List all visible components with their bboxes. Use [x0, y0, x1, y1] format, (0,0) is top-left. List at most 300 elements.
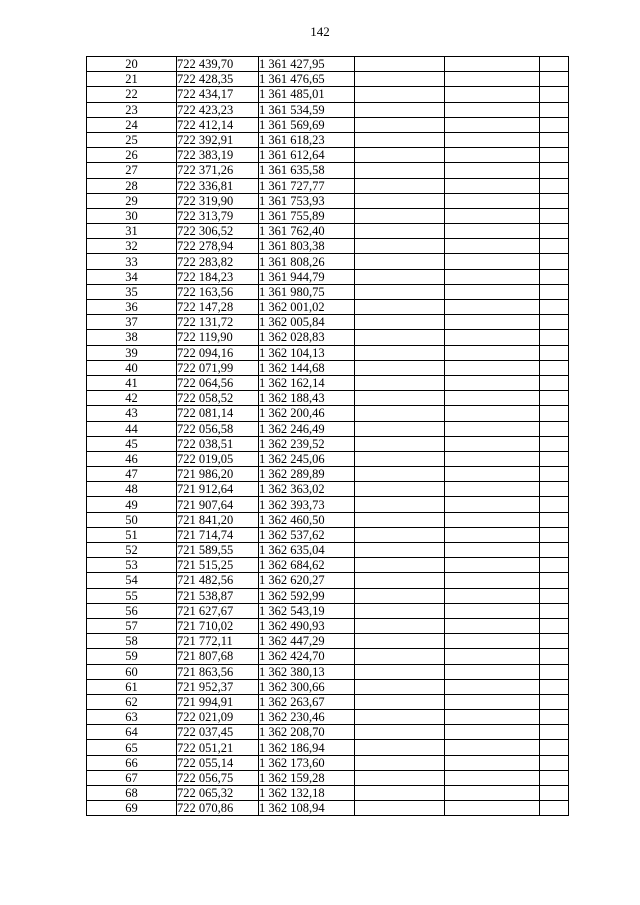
table-row — [87, 588, 569, 603]
x-coordinate-cell: 721 515,25 — [177, 558, 259, 573]
y-coordinate-cell: 1 362 635,04 — [259, 543, 355, 558]
point-number-cell: 66 — [87, 755, 177, 770]
table-row — [87, 603, 569, 618]
table-row — [87, 801, 569, 816]
point-number-cell: 23 — [87, 102, 177, 117]
empty-cell — [355, 163, 445, 178]
y-coordinate-cell: 1 361 808,26 — [259, 254, 355, 269]
point-number-cell: 24 — [87, 117, 177, 132]
y-coordinate-cell: 1 362 289,89 — [259, 467, 355, 482]
empty-cell — [540, 634, 569, 649]
empty-cell — [445, 786, 540, 801]
empty-cell — [540, 725, 569, 740]
y-coordinate-cell: 1 361 944,79 — [259, 269, 355, 284]
y-coordinate-cell: 1 362 162,14 — [259, 375, 355, 390]
point-number-cell: 22 — [87, 87, 177, 102]
x-coordinate-cell: 721 986,20 — [177, 467, 259, 482]
empty-cell — [445, 375, 540, 390]
empty-cell — [445, 649, 540, 664]
y-coordinate-cell: 1 361 803,38 — [259, 239, 355, 254]
x-coordinate-cell: 722 319,90 — [177, 193, 259, 208]
empty-cell — [355, 406, 445, 421]
empty-cell — [540, 786, 569, 801]
empty-cell — [355, 512, 445, 527]
y-coordinate-cell: 1 361 427,95 — [259, 57, 355, 72]
point-number-cell: 68 — [87, 786, 177, 801]
x-coordinate-cell: 721 482,56 — [177, 573, 259, 588]
empty-cell — [445, 163, 540, 178]
empty-cell — [445, 740, 540, 755]
empty-cell — [445, 634, 540, 649]
empty-cell — [540, 512, 569, 527]
point-number-cell: 57 — [87, 618, 177, 633]
x-coordinate-cell: 722 037,45 — [177, 725, 259, 740]
coordinates-table — [86, 56, 569, 816]
x-coordinate-cell: 722 081,14 — [177, 406, 259, 421]
point-number-cell: 35 — [87, 284, 177, 299]
empty-cell — [445, 467, 540, 482]
y-coordinate-cell: 1 361 727,77 — [259, 178, 355, 193]
table-row — [87, 664, 569, 679]
empty-cell — [445, 527, 540, 542]
empty-cell — [445, 801, 540, 816]
y-coordinate-cell: 1 362 363,02 — [259, 482, 355, 497]
table-row — [87, 634, 569, 649]
empty-cell — [540, 239, 569, 254]
table-row — [87, 527, 569, 542]
point-number-cell: 42 — [87, 391, 177, 406]
x-coordinate-cell: 722 412,14 — [177, 117, 259, 132]
table-row — [87, 208, 569, 223]
table-row — [87, 269, 569, 284]
x-coordinate-cell: 722 423,23 — [177, 102, 259, 117]
x-coordinate-cell: 722 184,23 — [177, 269, 259, 284]
empty-cell — [540, 436, 569, 451]
table-row — [87, 770, 569, 785]
empty-cell — [540, 315, 569, 330]
point-number-cell: 34 — [87, 269, 177, 284]
empty-cell — [540, 603, 569, 618]
table-row — [87, 755, 569, 770]
table-row — [87, 786, 569, 801]
point-number-cell: 50 — [87, 512, 177, 527]
table-row — [87, 315, 569, 330]
empty-cell — [540, 421, 569, 436]
empty-cell — [540, 87, 569, 102]
x-coordinate-cell: 721 807,68 — [177, 649, 259, 664]
empty-cell — [540, 254, 569, 269]
empty-cell — [445, 664, 540, 679]
empty-cell — [540, 740, 569, 755]
table-row — [87, 87, 569, 102]
empty-cell — [445, 618, 540, 633]
empty-cell — [355, 755, 445, 770]
empty-cell — [355, 740, 445, 755]
empty-cell — [540, 801, 569, 816]
empty-cell — [355, 679, 445, 694]
x-coordinate-cell: 722 070,86 — [177, 801, 259, 816]
table-row — [87, 300, 569, 315]
empty-cell — [355, 284, 445, 299]
x-coordinate-cell: 721 589,55 — [177, 543, 259, 558]
y-coordinate-cell: 1 361 762,40 — [259, 224, 355, 239]
y-coordinate-cell: 1 362 108,94 — [259, 801, 355, 816]
point-number-cell: 69 — [87, 801, 177, 816]
empty-cell — [445, 360, 540, 375]
empty-cell — [445, 406, 540, 421]
empty-cell — [355, 573, 445, 588]
table-row — [87, 558, 569, 573]
empty-cell — [445, 345, 540, 360]
table-row — [87, 193, 569, 208]
empty-cell — [540, 300, 569, 315]
empty-cell — [445, 132, 540, 147]
table-row — [87, 72, 569, 87]
point-number-cell: 36 — [87, 300, 177, 315]
empty-cell — [445, 512, 540, 527]
x-coordinate-cell: 722 071,99 — [177, 360, 259, 375]
point-number-cell: 44 — [87, 421, 177, 436]
empty-cell — [540, 57, 569, 72]
x-coordinate-cell: 722 051,21 — [177, 740, 259, 755]
empty-cell — [445, 330, 540, 345]
empty-cell — [355, 315, 445, 330]
y-coordinate-cell: 1 362 001,02 — [259, 300, 355, 315]
table-row — [87, 679, 569, 694]
y-coordinate-cell: 1 362 132,18 — [259, 786, 355, 801]
point-number-cell: 27 — [87, 163, 177, 178]
x-coordinate-cell: 721 952,37 — [177, 679, 259, 694]
empty-cell — [355, 467, 445, 482]
empty-cell — [540, 178, 569, 193]
point-number-cell: 40 — [87, 360, 177, 375]
table-row — [87, 694, 569, 709]
empty-cell — [445, 284, 540, 299]
y-coordinate-cell: 1 362 104,13 — [259, 345, 355, 360]
empty-cell — [355, 269, 445, 284]
point-number-cell: 67 — [87, 770, 177, 785]
y-coordinate-cell: 1 361 980,75 — [259, 284, 355, 299]
empty-cell — [540, 163, 569, 178]
point-number-cell: 65 — [87, 740, 177, 755]
y-coordinate-cell: 1 362 424,70 — [259, 649, 355, 664]
empty-cell — [355, 664, 445, 679]
point-number-cell: 53 — [87, 558, 177, 573]
empty-cell — [355, 224, 445, 239]
point-number-cell: 21 — [87, 72, 177, 87]
table-row — [87, 239, 569, 254]
x-coordinate-cell: 722 283,82 — [177, 254, 259, 269]
empty-cell — [355, 588, 445, 603]
x-coordinate-cell: 722 383,19 — [177, 148, 259, 163]
point-number-cell: 39 — [87, 345, 177, 360]
empty-cell — [355, 603, 445, 618]
y-coordinate-cell: 1 362 592,99 — [259, 588, 355, 603]
point-number-cell: 55 — [87, 588, 177, 603]
empty-cell — [540, 193, 569, 208]
empty-cell — [355, 634, 445, 649]
empty-cell — [355, 725, 445, 740]
x-coordinate-cell: 722 371,26 — [177, 163, 259, 178]
empty-cell — [540, 588, 569, 603]
x-coordinate-cell: 722 065,32 — [177, 786, 259, 801]
point-number-cell: 28 — [87, 178, 177, 193]
point-number-cell: 43 — [87, 406, 177, 421]
table-row — [87, 330, 569, 345]
empty-cell — [445, 694, 540, 709]
empty-cell — [355, 375, 445, 390]
x-coordinate-cell: 722 131,72 — [177, 315, 259, 330]
table-row — [87, 178, 569, 193]
x-coordinate-cell: 721 627,67 — [177, 603, 259, 618]
x-coordinate-cell: 721 710,02 — [177, 618, 259, 633]
table-row — [87, 284, 569, 299]
x-coordinate-cell: 722 021,09 — [177, 710, 259, 725]
y-coordinate-cell: 1 362 684,62 — [259, 558, 355, 573]
point-number-cell: 64 — [87, 725, 177, 740]
y-coordinate-cell: 1 361 612,64 — [259, 148, 355, 163]
empty-cell — [355, 102, 445, 117]
empty-cell — [355, 193, 445, 208]
empty-cell — [540, 694, 569, 709]
point-number-cell: 46 — [87, 451, 177, 466]
y-coordinate-cell: 1 362 380,13 — [259, 664, 355, 679]
point-number-cell: 38 — [87, 330, 177, 345]
empty-cell — [540, 451, 569, 466]
empty-cell — [445, 770, 540, 785]
empty-cell — [355, 345, 445, 360]
x-coordinate-cell: 722 313,79 — [177, 208, 259, 223]
y-coordinate-cell: 1 361 753,93 — [259, 193, 355, 208]
y-coordinate-cell: 1 362 200,46 — [259, 406, 355, 421]
empty-cell — [355, 148, 445, 163]
empty-cell — [355, 132, 445, 147]
table-row — [87, 345, 569, 360]
empty-cell — [445, 239, 540, 254]
table-row — [87, 224, 569, 239]
y-coordinate-cell: 1 362 005,84 — [259, 315, 355, 330]
empty-cell — [540, 679, 569, 694]
empty-cell — [355, 87, 445, 102]
empty-cell — [445, 710, 540, 725]
y-coordinate-cell: 1 362 393,73 — [259, 497, 355, 512]
x-coordinate-cell: 721 994,91 — [177, 694, 259, 709]
table-row — [87, 360, 569, 375]
empty-cell — [540, 543, 569, 558]
empty-cell — [540, 573, 569, 588]
empty-cell — [540, 664, 569, 679]
y-coordinate-cell: 1 362 230,46 — [259, 710, 355, 725]
table-row — [87, 497, 569, 512]
table-row — [87, 406, 569, 421]
y-coordinate-cell: 1 362 188,43 — [259, 391, 355, 406]
point-number-cell: 30 — [87, 208, 177, 223]
empty-cell — [540, 710, 569, 725]
empty-cell — [540, 618, 569, 633]
empty-cell — [445, 558, 540, 573]
empty-cell — [445, 148, 540, 163]
point-number-cell: 31 — [87, 224, 177, 239]
x-coordinate-cell: 721 907,64 — [177, 497, 259, 512]
empty-cell — [355, 451, 445, 466]
empty-cell — [355, 649, 445, 664]
point-number-cell: 26 — [87, 148, 177, 163]
y-coordinate-cell: 1 362 620,27 — [259, 573, 355, 588]
table-row — [87, 573, 569, 588]
point-number-cell: 63 — [87, 710, 177, 725]
empty-cell — [355, 618, 445, 633]
table-row — [87, 163, 569, 178]
y-coordinate-cell: 1 361 755,89 — [259, 208, 355, 223]
table-row — [87, 132, 569, 147]
point-number-cell: 52 — [87, 543, 177, 558]
empty-cell — [445, 603, 540, 618]
x-coordinate-cell: 722 434,17 — [177, 87, 259, 102]
empty-cell — [445, 573, 540, 588]
empty-cell — [445, 421, 540, 436]
y-coordinate-cell: 1 362 159,28 — [259, 770, 355, 785]
empty-cell — [445, 451, 540, 466]
point-number-cell: 59 — [87, 649, 177, 664]
x-coordinate-cell: 721 912,64 — [177, 482, 259, 497]
empty-cell — [355, 436, 445, 451]
empty-cell — [355, 178, 445, 193]
empty-cell — [445, 725, 540, 740]
empty-cell — [540, 117, 569, 132]
y-coordinate-cell: 1 362 144,68 — [259, 360, 355, 375]
table-row — [87, 467, 569, 482]
empty-cell — [540, 391, 569, 406]
page-number: 142 — [310, 24, 330, 39]
empty-cell — [355, 72, 445, 87]
point-number-cell: 48 — [87, 482, 177, 497]
empty-cell — [540, 284, 569, 299]
y-coordinate-cell: 1 362 447,29 — [259, 634, 355, 649]
empty-cell — [355, 558, 445, 573]
table-row — [87, 117, 569, 132]
point-number-cell: 56 — [87, 603, 177, 618]
table-row — [87, 421, 569, 436]
y-coordinate-cell: 1 362 490,93 — [259, 618, 355, 633]
y-coordinate-cell: 1 361 635,58 — [259, 163, 355, 178]
y-coordinate-cell: 1 361 618,23 — [259, 132, 355, 147]
point-number-cell: 47 — [87, 467, 177, 482]
empty-cell — [540, 497, 569, 512]
point-number-cell: 37 — [87, 315, 177, 330]
table-row — [87, 618, 569, 633]
empty-cell — [355, 208, 445, 223]
empty-cell — [355, 694, 445, 709]
empty-cell — [540, 482, 569, 497]
empty-cell — [355, 801, 445, 816]
empty-cell — [355, 117, 445, 132]
empty-cell — [445, 679, 540, 694]
empty-cell — [540, 72, 569, 87]
empty-cell — [355, 421, 445, 436]
table-row — [87, 725, 569, 740]
point-number-cell: 41 — [87, 375, 177, 390]
y-coordinate-cell: 1 362 246,49 — [259, 421, 355, 436]
x-coordinate-cell: 722 163,56 — [177, 284, 259, 299]
empty-cell — [355, 300, 445, 315]
empty-cell — [540, 375, 569, 390]
empty-cell — [355, 786, 445, 801]
point-number-cell: 60 — [87, 664, 177, 679]
table-row — [87, 482, 569, 497]
empty-cell — [445, 315, 540, 330]
x-coordinate-cell: 722 038,51 — [177, 436, 259, 451]
empty-cell — [540, 269, 569, 284]
x-coordinate-cell: 722 336,81 — [177, 178, 259, 193]
empty-cell — [445, 102, 540, 117]
table-row — [87, 57, 569, 72]
y-coordinate-cell: 1 362 208,70 — [259, 725, 355, 740]
empty-cell — [355, 391, 445, 406]
x-coordinate-cell: 721 772,11 — [177, 634, 259, 649]
table-row — [87, 436, 569, 451]
empty-cell — [445, 269, 540, 284]
y-coordinate-cell: 1 362 543,19 — [259, 603, 355, 618]
empty-cell — [355, 330, 445, 345]
empty-cell — [445, 482, 540, 497]
point-number-cell: 33 — [87, 254, 177, 269]
empty-cell — [540, 649, 569, 664]
table-row — [87, 254, 569, 269]
x-coordinate-cell: 721 538,87 — [177, 588, 259, 603]
empty-cell — [445, 254, 540, 269]
table-row — [87, 451, 569, 466]
point-number-cell: 62 — [87, 694, 177, 709]
empty-cell — [540, 467, 569, 482]
empty-cell — [445, 391, 540, 406]
empty-cell — [355, 254, 445, 269]
empty-cell — [355, 360, 445, 375]
y-coordinate-cell: 1 362 537,62 — [259, 527, 355, 542]
empty-cell — [445, 497, 540, 512]
y-coordinate-cell: 1 362 245,06 — [259, 451, 355, 466]
table-row — [87, 375, 569, 390]
table-row — [87, 391, 569, 406]
empty-cell — [540, 224, 569, 239]
point-number-cell: 54 — [87, 573, 177, 588]
y-coordinate-cell: 1 362 263,67 — [259, 694, 355, 709]
empty-cell — [445, 178, 540, 193]
y-coordinate-cell: 1 362 173,60 — [259, 755, 355, 770]
empty-cell — [355, 497, 445, 512]
y-coordinate-cell: 1 362 186,94 — [259, 740, 355, 755]
empty-cell — [540, 360, 569, 375]
empty-cell — [445, 72, 540, 87]
point-number-cell: 32 — [87, 239, 177, 254]
empty-cell — [445, 208, 540, 223]
empty-cell — [355, 57, 445, 72]
x-coordinate-cell: 722 056,58 — [177, 421, 259, 436]
empty-cell — [540, 330, 569, 345]
empty-cell — [355, 482, 445, 497]
table-row — [87, 649, 569, 664]
table-row — [87, 543, 569, 558]
x-coordinate-cell: 721 863,56 — [177, 664, 259, 679]
table-row — [87, 710, 569, 725]
empty-cell — [540, 208, 569, 223]
empty-cell — [445, 87, 540, 102]
empty-cell — [540, 406, 569, 421]
x-coordinate-cell: 722 064,56 — [177, 375, 259, 390]
empty-cell — [540, 527, 569, 542]
point-number-cell: 51 — [87, 527, 177, 542]
point-number-cell: 61 — [87, 679, 177, 694]
x-coordinate-cell: 722 058,52 — [177, 391, 259, 406]
